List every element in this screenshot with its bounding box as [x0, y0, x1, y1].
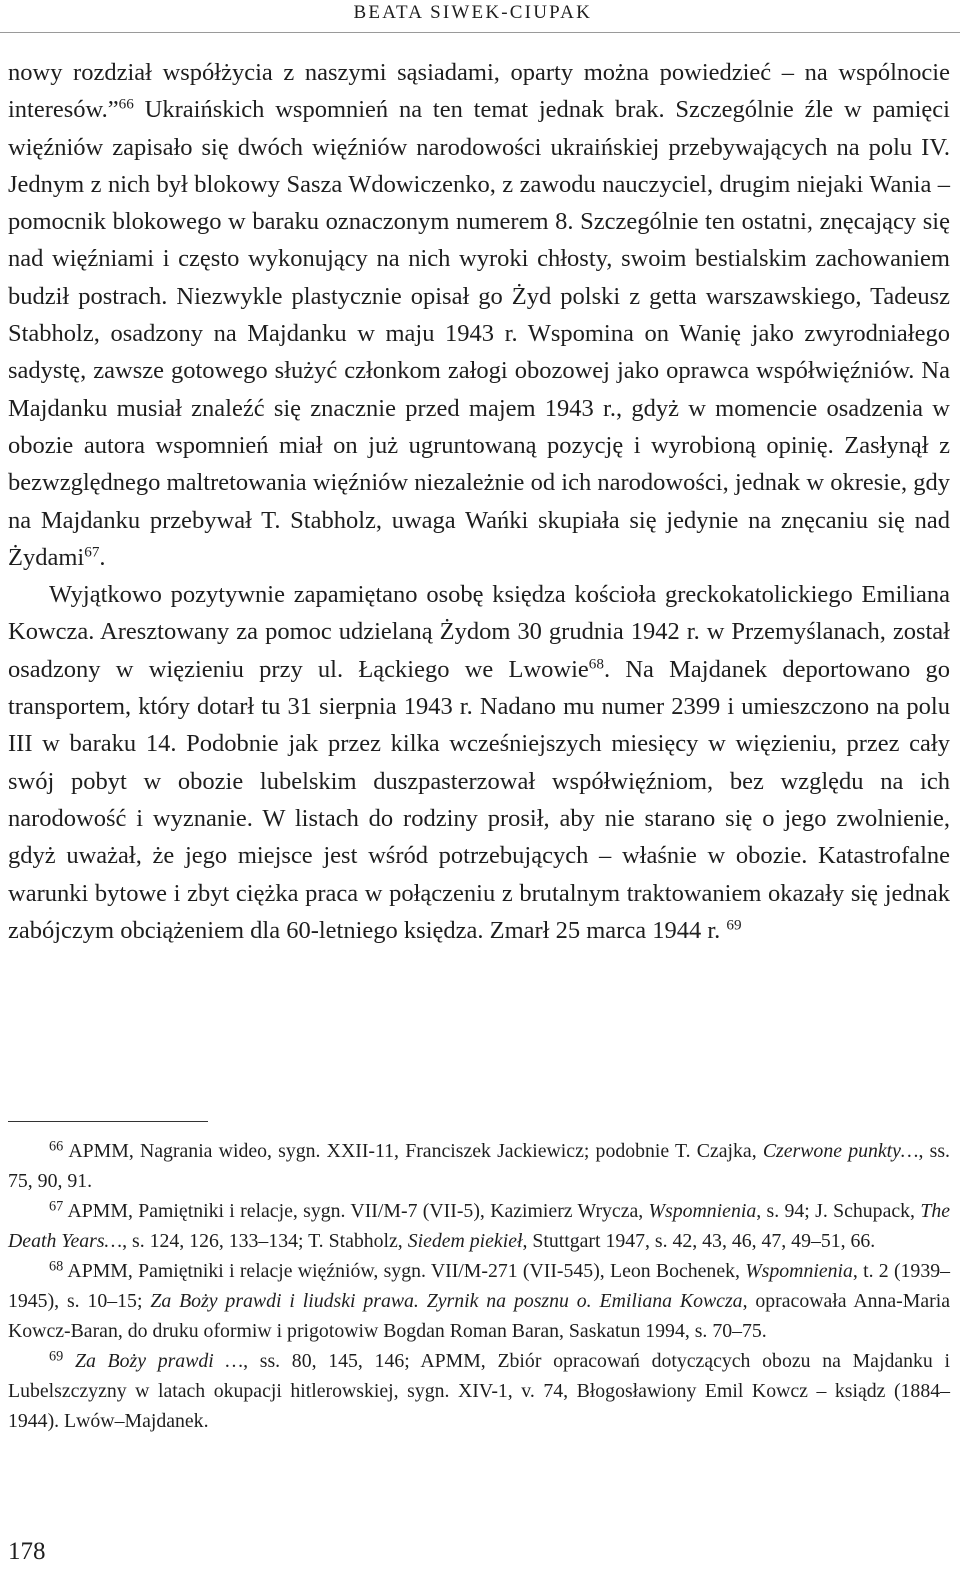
- footnote-separator: [8, 1121, 208, 1122]
- footnote-text: APMM, Nagrania wideo, sygn. XXII-11, Franciszek Jackiewicz; podobnie T. Czajka,: [63, 1140, 763, 1162]
- footnote-title: Czerwone punkty…: [762, 1140, 919, 1162]
- footnotes: [8, 1136, 950, 1436]
- footnote-title: Za Boży prawdi i liudski prawa. Zyrnik na posznu o. Emiliana Kowcza: [150, 1290, 743, 1312]
- footnote-67: [8, 1196, 950, 1256]
- footnote-title: Wspomnienia: [648, 1200, 757, 1222]
- footnote-69: [8, 1346, 950, 1436]
- footnote-text: APMM, Pamiętniki i relacje, sygn. VII/M-7 (VII-5), Kazimierz Wrycza,: [63, 1200, 649, 1222]
- footnote-text: APMM, Pamiętniki i relacje więźniów, sygn. VII/M-271 (VII-545), Leon Bochenek,: [63, 1260, 746, 1282]
- footnote-ref-68[interactable]: 68: [588, 655, 604, 673]
- paragraph-2: [8, 576, 950, 949]
- paragraph-2-text-b: . Na Majdanek deportowano go transportem, który dotarł tu 31 sierpnia 1943 r. Nadano mu numer 2399 i umieszczono na polu III w baraku 14. Podobnie jak przez kilka wcześniejszych miesięcy w więzieniu, przez cały swój pobyt w obozie lubelskim duszpasterzował współwięźniom, bez względu na ich narodowość i wyznanie. W listach do rodziny prosił, aby nie starano się o jego zwolnienie, gdyż uważał, że jego miejsce jest wśród potrzebujących – właśnie w obozie. Katastrofalne warunki bytowe i zbyt ciężka praca w połączeniu z brutalnym traktowaniem okazały się jednak zabójczym obciążeniem dla 60-letniego księdza. Zmarł 25 marca 1944 r.: [8, 655, 950, 944]
- paragraph-1-text-a: nowy rozdział współżycia z naszymi sąsiadami, oparty można powiedzieć – na wspólnocie interesów.”: [8, 59, 950, 124]
- footnote-text: , ss. 80, 145, 146; APMM, Zbiór opracowań dotyczących obozu na Majdanku i Lubelszczyzny w latach okupacji hitlerowskiej, sygn. XIV-1, v. 74, Błogosławiony Emil Kowcz – ksiądz (1884–1944). Lwów–Majdanek.: [8, 1350, 951, 1432]
- footnote-ref-67[interactable]: 67: [84, 543, 100, 561]
- paragraph-1-text-c: .: [99, 543, 106, 571]
- footnote-66: [8, 1136, 950, 1196]
- footnote-ref-66[interactable]: 66: [118, 95, 134, 113]
- main-text: [8, 54, 950, 949]
- footnote-number: 68: [49, 1258, 64, 1275]
- footnote-text: , t. 2 (1939–1945), s. 10–15;: [8, 1260, 950, 1312]
- footnote-title: The Death Years…: [8, 1200, 950, 1252]
- paragraph-1: [8, 54, 950, 576]
- footnote-title: Za Boży prawdi …: [63, 1350, 244, 1372]
- running-head-title: BEATA SIWEK-CIUPAK: [353, 2, 592, 23]
- footnote-text: , ss. 75, 90, 91.: [8, 1140, 951, 1192]
- footnote-title: Siedem piekieł: [407, 1230, 523, 1252]
- footnote-number: 66: [49, 1138, 64, 1155]
- paragraph-2-text-a: Wyjątkowo pozytywnie zapamiętano osobę księdza kościoła greckokatolickiego Emiliana Kowcza. Aresztowany za pomoc udzielaną Żydom 30 grudnia 1942 r. w Przemyślanach, został osadzony w więzieniu przy ul. Łąckiego we Lwowie: [8, 581, 950, 683]
- footnote-number: 67: [49, 1198, 64, 1215]
- footnote-title: Wspomnienia: [745, 1260, 853, 1282]
- footnote-text: , s. 124, 126, 133–134; T. Stabholz,: [122, 1230, 408, 1252]
- footnote-text: , Stuttgart 1947, s. 42, 43, 46, 47, 49–51, 66.: [522, 1230, 876, 1252]
- paragraph-1-text-b: Ukraińskich wspomnień na ten temat jednak brak. Szczególnie źle w pamięci więźniów zapisało się dwóch więźniów narodowości ukraińskiej przebywających na polu IV. Jednym z nich był blokowy Sasza Wdowiczenko, z zawodu nauczyciel, drugim niejaki Wania – pomocnik blokowego w baraku oznaczonym numerem 8. Szczególnie ten ostatni, znęcający się nad więźniami i często wykonujący na nich wyroki chłosty, swoim bestialskim zachowaniem budził postrach. Niezwykle plastycznie opisał go Żyd polski z getta warszawskiego, Tadeusz Stabholz, osadzony na Majdanku w maju 1943 r. Wspomina on Wanię jako zwyrodniałego sadystę, zawsze gotowego służyć członkom załogi obozowej jako oprawca współwięźniów. Na Majdanku musiał znaleźć się znacznie przed majem 1943 r., gdyż w momencie osadzenia w obozie autora wspomnień miał on już ugruntowaną pozycję i wyrobioną opinię. Zasłynął z bezwzględnego maltretowania więźniów niezależnie od ich narodowości, jednak w okresie, gdy na Majdanku przebywał T. Stabholz, uwaga Wańki skupiała się jedynie na znęcaniu się nad Żydami: [8, 96, 950, 571]
- footnote-text: , opracowała Anna-Maria Kowcz-Baran, do druku oformiw i prigotowiw Bogdan Roman Baran, Saskatun 1994, s. 70–75.: [8, 1290, 950, 1342]
- running-header: [0, 2, 960, 24]
- footnote-text: , s. 94; J. Schupack,: [756, 1200, 921, 1222]
- footnote-68: [8, 1256, 950, 1346]
- footnote-ref-69[interactable]: 69: [726, 916, 742, 934]
- header-rule: [0, 32, 960, 33]
- page-number: 178: [8, 1538, 46, 1565]
- footnote-number: 69: [49, 1348, 64, 1365]
